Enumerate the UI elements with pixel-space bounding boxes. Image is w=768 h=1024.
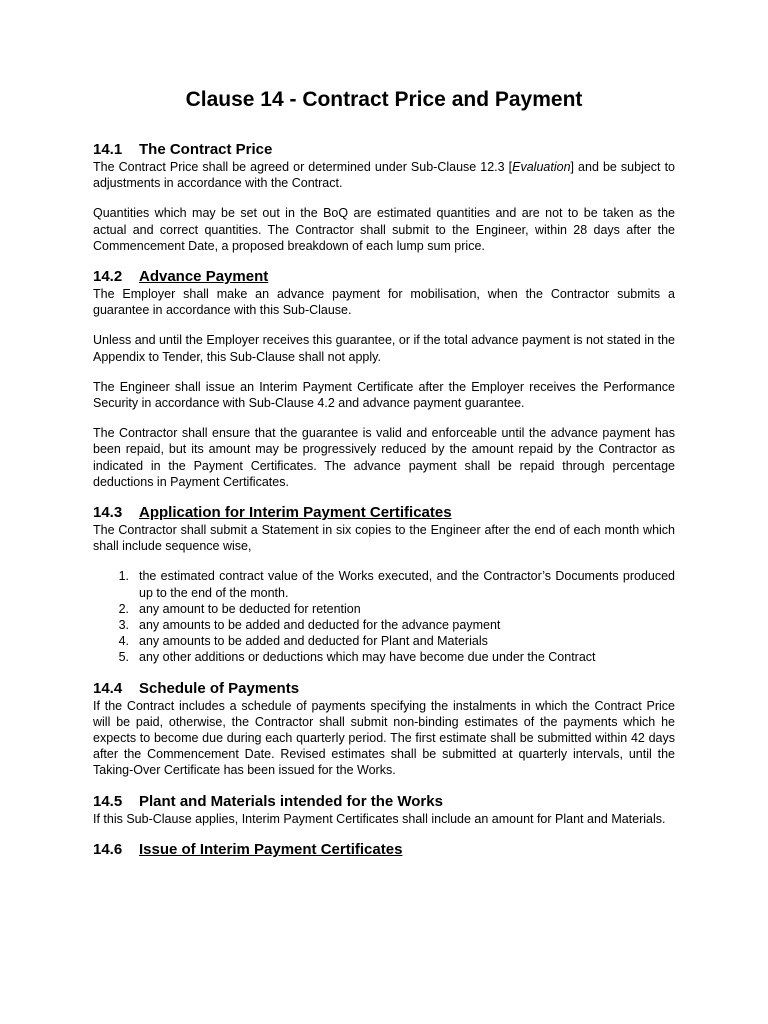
section-14-2 [93, 268, 675, 490]
paragraph: The Employer shall make an advance payment for mobilisation, when the Contractor submits a guarantee in accordance with this Sub-Clause. [93, 287, 675, 318]
section-title: Application for Interim Payment Certificates [139, 504, 452, 522]
list-number: 3. [118, 618, 129, 633]
paragraph: If this Sub-Clause applies, Interim Payment Certificates shall include an amount for Plant and Materials. [93, 811, 666, 826]
section-heading [93, 793, 675, 811]
section-title: The Contract Price [139, 141, 273, 158]
section-14-3 [93, 504, 675, 666]
section-number: 14.1 [93, 141, 123, 158]
section-title: Plant and Materials intended for the Works [139, 792, 443, 810]
list-text: any amounts to be added and deducted for the advance payment [139, 618, 501, 633]
section-number: 14.4 [93, 679, 123, 697]
page-title: Clause 14 - Contract Price and Payment [185, 88, 583, 111]
section-heading [93, 268, 675, 286]
paragraph: If the Contract includes a schedule of payments specifying the instalments in which the Contract Price will be paid, otherwise, the Contractor shall submit non-binding estimates of the payments which he expects to become due during each quarterly period. The first estimate shall be submitted within 42 days after the Commencement Date. Revised estimates shall be submitted at quarterly intervals, until the Taking-Over Certificate has been issued for the Works. [93, 698, 675, 778]
list-number: 4. [118, 634, 129, 649]
list-text: any other additions or deductions which may have become due under the Contract [139, 650, 596, 665]
section-heading [93, 504, 675, 522]
emphasis-text: Evaluation [512, 160, 571, 174]
section-heading [93, 680, 675, 698]
section-14-4 [93, 680, 675, 779]
paragraph [93, 159, 675, 191]
section-number: 14.2 [93, 268, 123, 286]
paragraph: Unless and until the Employer receives this guarantee, or if the total advance payment is not stated in the Appendix to Tender, this Sub-Clause shall not apply. [93, 333, 675, 364]
list-number: 5. [118, 650, 129, 665]
list-text: any amount to be deducted for retention [139, 601, 361, 616]
section-title: Advance Payment [139, 268, 269, 286]
paragraph-text: ] and be subject to adjustments in accordance with the Contract. [93, 160, 675, 191]
list-item [93, 568, 675, 600]
list-item [93, 649, 675, 665]
paragraph: Quantities which may be set out in the BoQ are estimated quantities and are not to be taken as the actual and correct quantities. The Contractor shall submit to the Engineer, within 28 days after the Commencement Date, a proposed breakdown of each lump sum price. [93, 206, 675, 253]
section-14-5 [93, 793, 675, 827]
section-number: 14.6 [93, 840, 123, 858]
list-number: 1. [118, 569, 129, 584]
list-text: the estimated contract value of the Works executed, and the Contractor’s Documents produced up to the end of the month. [139, 569, 675, 600]
list-text: any amounts to be added and deducted for Plant and Materials [139, 634, 488, 649]
section-heading [93, 141, 675, 159]
list-item [93, 633, 675, 649]
section-heading [93, 841, 675, 859]
section-title: Schedule of Payments [139, 679, 300, 697]
list-number: 2. [118, 601, 129, 616]
paragraph: The Engineer shall issue an Interim Payment Certificate after the Employer receives the Performance Security in accordance with Sub-Clause 4.2 and advance payment guarantee. [93, 379, 675, 411]
paragraph: The Contractor shall ensure that the guarantee is valid and enforceable until the advance payment has been repaid, but its amount may be progressively reduced by the amount repaid by the Contractor as indicated in the Payment Certificates. The advance payment shall be repaid through percentage deductions in Payment Certificates. [93, 426, 675, 489]
section-title: Issue of Interim Payment Certificates [139, 840, 403, 858]
section-14-1 [93, 141, 675, 254]
list-item [93, 601, 675, 617]
paragraph: The Contractor shall submit a Statement in six copies to the Engineer after the end of each month which shall include sequence wise, [93, 523, 675, 554]
numbered-list [93, 568, 675, 665]
section-number: 14.3 [93, 504, 123, 522]
section-number: 14.5 [93, 792, 123, 810]
paragraph-text: The Contract Price shall be agreed or determined under Sub-Clause 12.3 [ [93, 160, 513, 174]
list-item [93, 617, 675, 633]
document-page [93, 86, 675, 864]
section-14-6 [93, 841, 675, 859]
